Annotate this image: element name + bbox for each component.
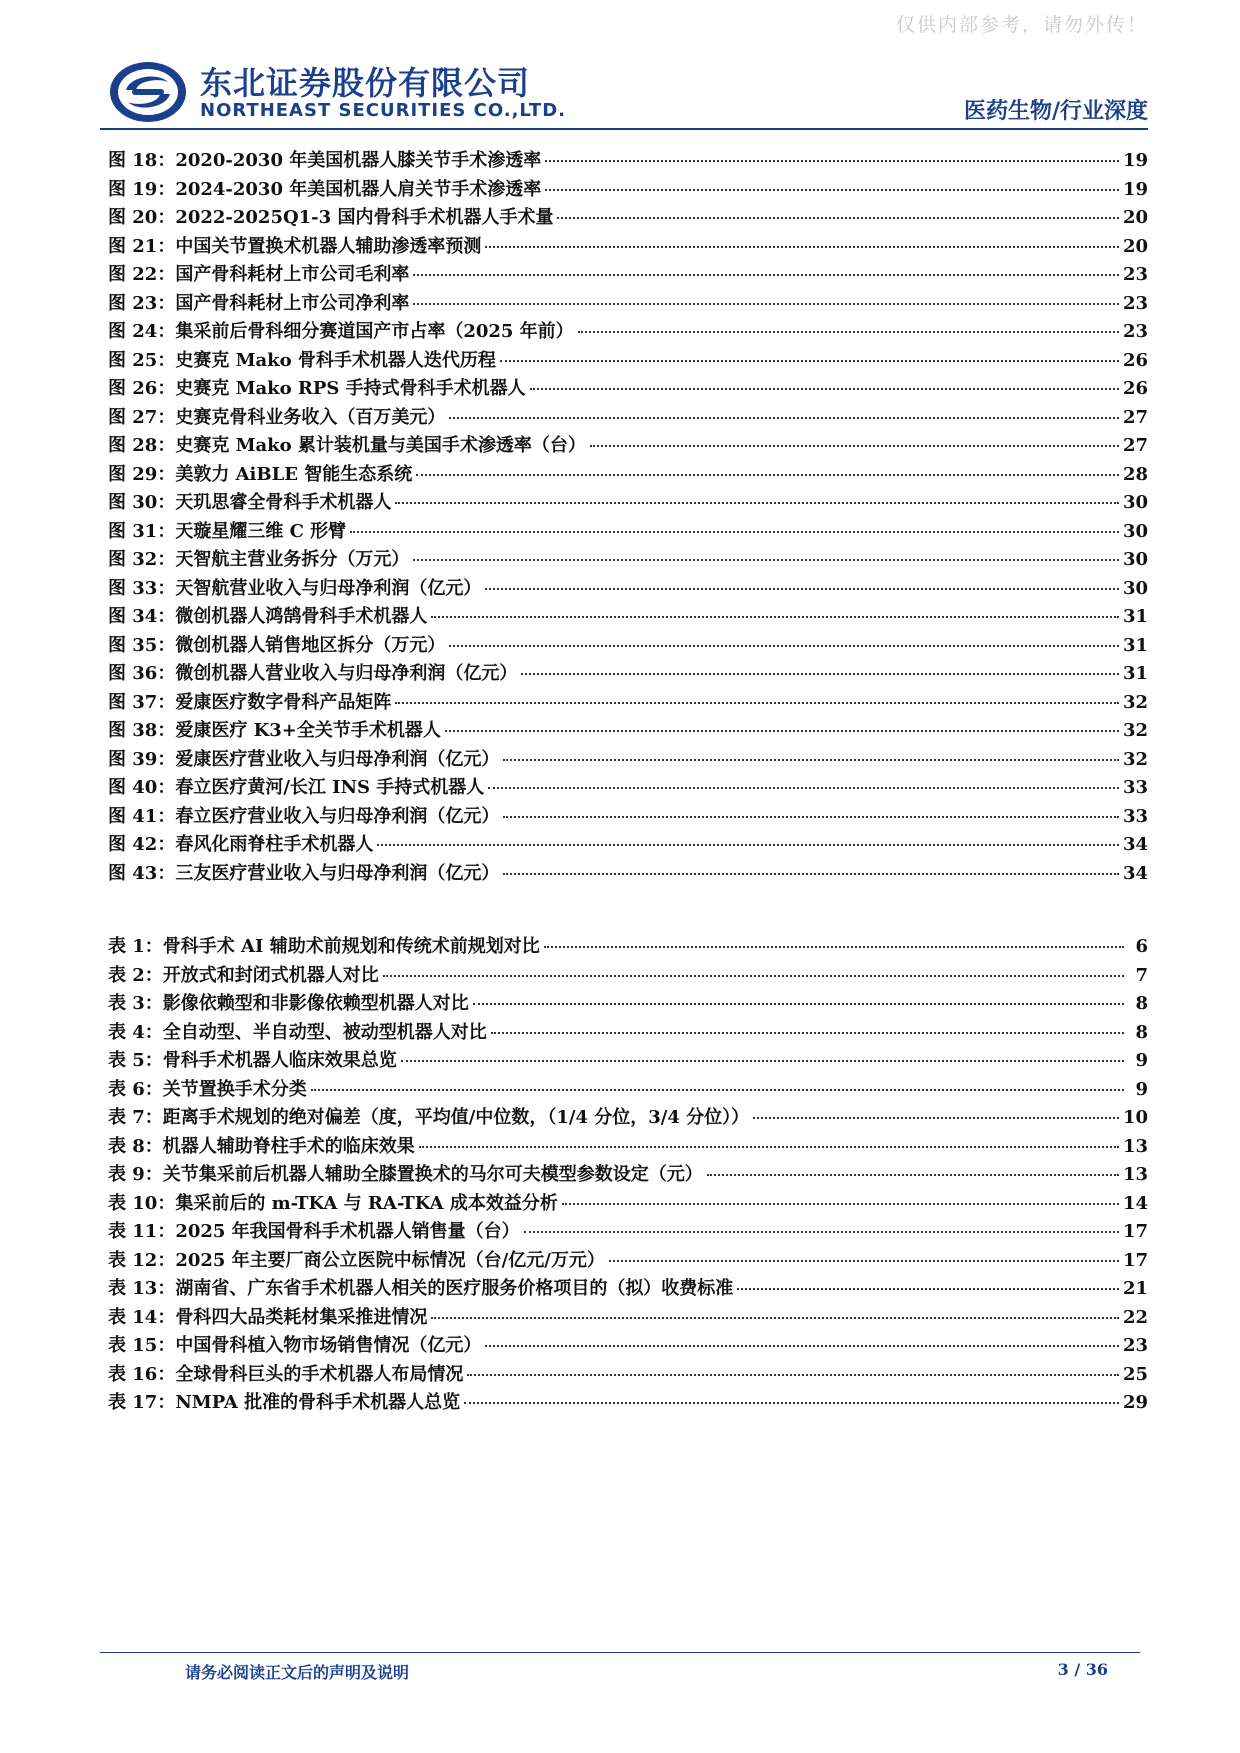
figure-toc-entry[interactable] [108,545,1148,574]
toc-entry-label: 表 7：距离手术规划的绝对偏差（度，平均值/中位数，（1/4 分位，3/4 分位）） [108,1107,750,1128]
table-list [108,932,1148,1417]
figure-toc-entry[interactable] [108,175,1148,204]
toc-entry-label: 表 17：NMPA 批准的骨科手术机器人总览 [108,1392,461,1413]
figure-toc-entry[interactable] [108,488,1148,517]
figure-toc-entry[interactable] [108,203,1148,232]
toc-entry-label: 图 38：爱康医疗 K3+全关节手术机器人 [108,720,441,741]
toc-entry-label: 图 36：微创机器人营业收入与归母净利润（亿元） [108,663,518,684]
toc-entry-label: 图 29：美敦力 AiBLE 智能生态系统 [108,463,413,485]
table-toc-entry[interactable] [108,1360,1148,1389]
toc-entry-label: 图 32：天智航主营业务拆分（万元） [108,549,410,570]
toc-entry-label: 图 42：春风化雨脊柱手术机器人 [108,834,374,855]
toc-entry-label: 表 16：全球骨科巨头的手术机器人布局情况 [108,1363,464,1385]
toc-entry-page: 31 [1122,663,1148,684]
figure-list [108,146,1148,887]
table-toc-entry[interactable] [108,1246,1148,1275]
toc-entry-label: 图 41：春立医疗营业收入与归母净利润（亿元） [108,805,500,827]
dot-leader [503,759,1119,761]
toc-entry-page: 27 [1122,435,1148,456]
dot-leader [485,1345,1119,1347]
toc-entry-page: 34 [1122,834,1148,855]
company-name-en: NORTHEAST SECURITIES CO.,LTD. [200,100,566,121]
toc-entry-page: 26 [1122,378,1148,399]
dot-leader [401,1060,1124,1062]
toc-entry-label: 图 34：微创机器人鸿鹄骨科手术机器人 [108,606,428,627]
company-logo-icon [108,60,188,124]
toc-entry-page: 8 [1135,1021,1148,1043]
toc-entry-label: 图 24：集采前后骨科细分赛道国产市占率（2025 年前） [108,321,574,342]
figure-toc-entry[interactable] [108,260,1148,289]
toc-entry-page: 17 [1122,1221,1148,1242]
toc-entry-label: 表 4：全自动型、半自动型、被动型机器人对比 [108,1021,487,1043]
toc-entry-page: 23 [1122,321,1148,342]
table-toc-entry[interactable] [108,1132,1148,1161]
toc-entry-label: 图 25：史赛克 Mako 骨科手术机器人迭代历程 [108,349,496,371]
dot-leader [485,588,1119,590]
toc-entry-page: 8 [1135,993,1148,1014]
toc-entry-label: 图 21：中国关节置换术机器人辅助渗透率预测 [108,235,482,257]
dot-leader [431,1317,1119,1319]
toc-entry-page: 33 [1122,777,1148,798]
toc-entry-page: 28 [1122,463,1148,485]
dot-leader [562,1203,1119,1205]
table-toc-entry[interactable] [108,1388,1148,1417]
toc-entry-label: 表 8：机器人辅助脊柱手术的临床效果 [108,1135,415,1157]
table-toc-entry[interactable] [108,1331,1148,1360]
watermark: 仅供内部参考，请勿外传！ [895,14,1148,36]
toc-entry-label: 表 15：中国骨科植入物市场销售情况（亿元） [108,1335,482,1356]
toc-entry-label: 图 26：史赛克 Mako RPS 手持式骨科手术机器人 [108,378,526,399]
toc-entry-page: 23 [1122,264,1148,285]
toc-entry-page: 19 [1122,178,1148,200]
table-toc-entry[interactable] [108,1189,1148,1218]
dot-leader [590,445,1119,447]
dot-leader [500,360,1119,362]
toc-entry-page: 27 [1122,406,1148,428]
dot-leader [449,417,1119,419]
company-name-cn: 东北证券股份有限公司 [200,64,531,102]
dot-leader [431,616,1119,618]
toc-entry-page: 29 [1122,1392,1148,1413]
toc-entry-label: 图 19：2024-2030 年美国机器人肩关节手术渗透率 [108,178,542,200]
toc-entry-page: 9 [1135,1078,1148,1100]
toc-entry-page: 23 [1122,1335,1148,1356]
dot-leader [524,1231,1119,1233]
figure-toc-entry[interactable] [108,232,1148,261]
footer-divider [100,1652,1140,1653]
toc-entry-label: 图 40：春立医疗黄河/长江 INS 手持式机器人 [108,777,485,798]
toc-entry-page: 30 [1122,577,1148,599]
figure-toc-entry[interactable] [108,403,1148,432]
dot-leader [311,1089,1124,1091]
toc-entry-label: 图 22：国产骨科耗材上市公司毛利率 [108,264,410,285]
dot-leader [377,844,1119,846]
toc-entry-label: 表 12：2025 年主要厂商公立医院中标情况（台/亿元/万元） [108,1249,605,1271]
toc-entry-page: 30 [1122,520,1148,542]
table-toc-entry[interactable] [108,1075,1148,1104]
page-indicator: 3 / 36 [1057,1660,1108,1679]
toc-entry-page: 30 [1122,549,1148,570]
dot-leader [609,1260,1119,1262]
figure-toc-entry[interactable] [108,859,1148,888]
toc-entry-label: 表 2：开放式和封闭式机器人对比 [108,964,379,986]
toc-entry-label: 图 33：天智航营业收入与归母净利润（亿元） [108,577,482,599]
toc-entry-page: 33 [1122,805,1148,827]
table-toc-entry[interactable] [108,1160,1148,1189]
dot-leader [557,217,1118,219]
dot-leader [416,474,1119,476]
dot-leader [350,531,1119,533]
toc-entry-page: 32 [1122,720,1148,741]
dot-leader [473,1003,1124,1005]
dot-leader [544,946,1124,948]
dot-leader [578,331,1119,333]
table-toc-entry[interactable] [108,1103,1148,1132]
table-toc-entry[interactable] [108,1217,1148,1246]
toc-entry-page: 6 [1135,936,1148,957]
toc-entry-label: 表 3：影像依赖型和非影像依赖型机器人对比 [108,993,469,1014]
dot-leader [545,189,1119,191]
figure-toc-entry[interactable] [108,517,1148,546]
figure-toc-entry[interactable] [108,574,1148,603]
toc-entry-label: 表 11：2025 年我国骨科手术机器人销售量（台） [108,1221,520,1242]
figure-toc-entry[interactable] [108,688,1148,717]
figure-toc-entry[interactable] [108,716,1148,745]
dot-leader [485,246,1119,248]
dot-leader [491,1032,1124,1034]
dot-leader [419,1146,1119,1148]
table-toc-entry[interactable] [108,1274,1148,1303]
toc-entry-page: 19 [1122,150,1148,171]
toc-entry-label: 图 31：天璇星耀三维 C 形臂 [108,520,347,542]
toc-entry-label: 图 20：2022-2025Q1-3 国内骨科手术机器人手术量 [108,207,554,228]
toc-entry-page: 17 [1122,1249,1148,1271]
figure-toc-entry[interactable] [108,830,1148,859]
figure-toc-entry[interactable] [108,146,1148,175]
figure-toc-entry[interactable] [108,631,1148,660]
table-toc-entry[interactable] [108,1303,1148,1332]
table-toc-entry[interactable] [108,989,1148,1018]
figure-toc-entry[interactable] [108,289,1148,318]
toc-entry-page: 13 [1122,1135,1148,1157]
figure-toc-entry[interactable] [108,802,1148,831]
header-divider [100,128,1148,130]
toc-entry-label: 图 18：2020-2030 年美国机器人膝关节手术渗透率 [108,150,542,171]
toc-entry-page: 7 [1135,964,1148,986]
dot-leader [753,1117,1119,1119]
dot-leader [503,873,1119,875]
dot-leader [737,1288,1119,1290]
toc-entry-page: 23 [1122,292,1148,314]
toc-entry-label: 图 43：三友医疗营业收入与归母净利润（亿元） [108,862,500,884]
dot-leader [464,1402,1119,1404]
toc-entry-label: 表 6：关节置换手术分类 [108,1078,307,1100]
toc-entry-page: 20 [1122,235,1148,257]
dot-leader [503,816,1119,818]
figure-toc-entry[interactable] [108,431,1148,460]
dot-leader [383,975,1124,977]
toc-entry-label: 表 14：骨科四大品类耗材集采推进情况 [108,1306,428,1328]
dot-leader [521,673,1119,675]
toc-entry-label: 图 27：史赛克骨科业务收入（百万美元） [108,406,446,428]
figure-toc-entry[interactable] [108,374,1148,403]
dot-leader [445,730,1119,732]
toc-entry-page: 30 [1122,492,1148,513]
toc-entry-label: 表 9：关节集采前后机器人辅助全膝置换术的马尔可夫模型参数设定（元） [108,1164,703,1185]
figure-toc-entry[interactable] [108,460,1148,489]
toc-entry-page: 9 [1135,1050,1148,1071]
footer-disclaimer: 请务必阅读正文后的声明及说明 [185,1663,410,1682]
table-toc-entry[interactable] [108,1046,1148,1075]
dot-leader [488,787,1119,789]
toc-entry-label: 表 1：骨科手术 AI 辅助术前规划和传统术前规划对比 [108,936,540,957]
toc-entry-page: 32 [1122,691,1148,713]
dot-leader [395,702,1119,704]
toc-entry-label: 表 13：湖南省、广东省手术机器人相关的医疗服务价格项目的（拟）收费标准 [108,1278,734,1299]
figure-toc-entry[interactable] [108,317,1148,346]
toc-entry-label: 图 39：爱康医疗营业收入与归母净利润（亿元） [108,748,500,770]
toc-entry-label: 图 37：爱康医疗数字骨科产品矩阵 [108,691,392,713]
dot-leader [413,559,1119,561]
toc-entry-label: 表 10：集采前后的 m-TKA 与 RA-TKA 成本效益分析 [108,1192,558,1214]
toc-entry-page: 22 [1122,1306,1148,1328]
toc-entry-page: 32 [1122,748,1148,770]
dot-leader [395,502,1119,504]
figure-toc-entry[interactable] [108,659,1148,688]
dot-leader [530,388,1119,390]
toc-entry-page: 26 [1122,349,1148,371]
dot-leader [413,274,1119,276]
toc-entry-page: 10 [1122,1107,1148,1128]
report-section-label: 医药生物/行业深度 [963,98,1148,124]
toc-entry-page: 14 [1122,1192,1148,1214]
dot-leader [413,303,1119,305]
toc-entry-page: 20 [1122,207,1148,228]
dot-leader [467,1374,1119,1376]
toc-entry-page: 34 [1122,862,1148,884]
page-header [108,56,1148,126]
toc-entry-label: 图 35：微创机器人销售地区拆分（万元） [108,634,446,656]
table-toc-entry[interactable] [108,961,1148,990]
toc-entry-page: 25 [1122,1363,1148,1385]
table-toc-entry[interactable] [108,932,1148,961]
toc-entry-label: 图 23：国产骨科耗材上市公司净利率 [108,292,410,314]
figure-toc-entry[interactable] [108,602,1148,631]
toc-entry-label: 表 5：骨科手术机器人临床效果总览 [108,1050,397,1071]
table-toc-entry[interactable] [108,1018,1148,1047]
toc-entry-page: 21 [1122,1278,1148,1299]
toc-entry-page: 13 [1122,1164,1148,1185]
toc-entry-page: 31 [1122,634,1148,656]
figure-toc-entry[interactable] [108,346,1148,375]
toc-entry-label: 图 30：天玑思睿全骨科手术机器人 [108,492,392,513]
dot-leader [449,645,1119,647]
dot-leader [545,160,1119,162]
figure-toc-entry[interactable] [108,773,1148,802]
dot-leader [707,1174,1119,1176]
toc-entry-label: 图 28：史赛克 Mako 累计装机量与美国手术渗透率（台） [108,435,586,456]
figure-toc-entry[interactable] [108,745,1148,774]
toc-entry-page: 31 [1122,606,1148,627]
